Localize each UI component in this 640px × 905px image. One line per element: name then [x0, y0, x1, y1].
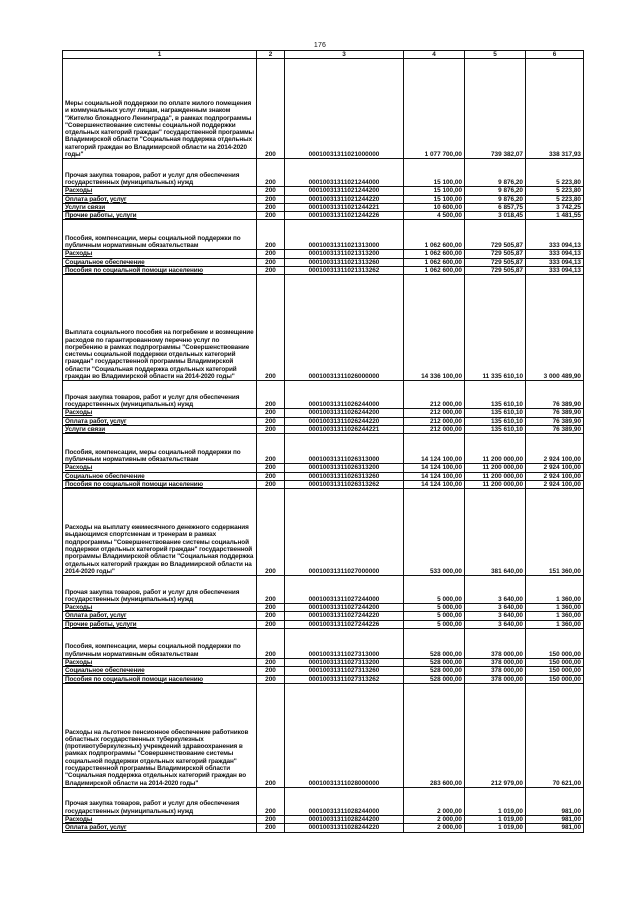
unexecuted-amount: 1 360,00 [526, 620, 584, 628]
budget-classification-code: 00010031311028244000 [285, 787, 404, 815]
table-row [63, 195, 584, 203]
line-code: 200 [257, 250, 285, 258]
line-code: 200 [257, 220, 285, 250]
unexecuted-amount: 981,00 [526, 824, 584, 832]
executed-amount: 135 610,10 [465, 417, 526, 425]
executed-amount: 3 640,00 [465, 612, 526, 620]
line-code: 200 [257, 576, 285, 604]
expense-item-name: Пособия, компенсации, меры социальной поддержки по публичным нормативным обязательствам [63, 220, 257, 250]
expense-item-name: Расходы [63, 464, 257, 472]
budget-classification-code: 00010031311028244200 [285, 815, 404, 823]
approved-amount: 528 000,00 [404, 629, 465, 659]
expense-item-name: Расходы [63, 187, 257, 195]
executed-amount: 6 857,75 [465, 203, 526, 211]
approved-amount: 212 000,00 [404, 417, 465, 425]
column-header: 5 [465, 51, 526, 59]
table-row [63, 683, 584, 787]
line-code: 200 [257, 212, 285, 220]
approved-amount: 5 000,00 [404, 620, 465, 628]
table-row [63, 480, 584, 488]
expense-item-name: Выплата социального пособия на погребение и возмещение расходов по гарантированному перечню услуг по погребению в рамках подпрограммы "Совершенствование системы социальной поддержки отдельных категорий граждан" государственной программы Владимирской области "Социальная поддержка отдельных категорий граждан во Владимирской области на 2014-2020 годы" [63, 275, 257, 381]
budget-classification-code: 00010031311026000000 [285, 275, 404, 381]
table-row [63, 409, 584, 417]
line-code: 200 [257, 203, 285, 211]
approved-amount: 1 062 600,00 [404, 250, 465, 258]
approved-amount: 15 100,00 [404, 187, 465, 195]
budget-classification-code: 00010031311026244000 [285, 381, 404, 409]
expense-item-name: Пособия по социальной помощи населению [63, 480, 257, 488]
executed-amount: 3 640,00 [465, 576, 526, 604]
table-row [63, 425, 584, 433]
expense-item-name: Социальное обеспечение [63, 258, 257, 266]
line-code: 200 [257, 815, 285, 823]
unexecuted-amount: 150 000,00 [526, 659, 584, 667]
line-code: 200 [257, 480, 285, 488]
table-row [63, 604, 584, 612]
line-code: 200 [257, 159, 285, 187]
executed-amount: 3 640,00 [465, 604, 526, 612]
line-code: 200 [257, 620, 285, 628]
budget-classification-code: 00010031311026244200 [285, 409, 404, 417]
table-row [63, 629, 584, 659]
table-row [63, 472, 584, 480]
table-row [63, 787, 584, 815]
approved-amount: 15 100,00 [404, 159, 465, 187]
unexecuted-amount: 333 094,13 [526, 258, 584, 266]
unexecuted-amount: 2 924 100,00 [526, 434, 584, 464]
expense-item-name: Расходы на выплату ежемесячного денежного содержания выдающимся спортсменам и тренерам в рамках подпрограммы "Совершенствование системы социальной поддержки отдельных категорий граждан" государственной программы Владимирской области "Социальная поддержка отдельных категорий граждан во Владимирской области на 2014-2020 годы" [63, 489, 257, 576]
approved-amount: 1 062 600,00 [404, 258, 465, 266]
executed-amount: 9 876,20 [465, 187, 526, 195]
expense-item-name: Прочая закупка товаров, работ и услуг для обеспечения государственных (муниципальных) нужд [63, 159, 257, 187]
line-code: 200 [257, 604, 285, 612]
table-row [63, 187, 584, 195]
budget-classification-code: 00010031311026244220 [285, 417, 404, 425]
approved-amount: 14 124 100,00 [404, 464, 465, 472]
executed-amount: 729 505,87 [465, 250, 526, 258]
budget-classification-code: 00010031311026313200 [285, 464, 404, 472]
expense-item-name: Меры социальной поддержки по оплате жилого помещения и коммунальных услуг лицам, награжденным знаком "Жителю блокадного Ленинграда", в рамках подпрограммы "Совершенствование системы социальной поддержки отдельных категорий граждан" государственной программы Владимирской области "Социальная поддержка отдельных категорий граждан во Владимирской области на 2014-2020 годы" [63, 59, 257, 159]
expense-item-name: Пособия по социальной помощи населению [63, 267, 257, 275]
executed-amount: 11 200 000,00 [465, 472, 526, 480]
approved-amount: 528 000,00 [404, 667, 465, 675]
unexecuted-amount: 981,00 [526, 815, 584, 823]
expense-item-name: Оплата работ, услуг [63, 612, 257, 620]
table-row [63, 275, 584, 381]
budget-classification-code: 00010031311028244220 [285, 824, 404, 832]
table-row [63, 258, 584, 266]
unexecuted-amount: 70 621,00 [526, 683, 584, 787]
expense-item-name: Пособия, компенсации, меры социальной поддержки по публичным нормативным обязательствам [63, 434, 257, 464]
expense-item-name: Расходы [63, 604, 257, 612]
budget-classification-code: 00010031311027244220 [285, 612, 404, 620]
line-code: 200 [257, 258, 285, 266]
unexecuted-amount: 76 389,90 [526, 425, 584, 433]
column-header: 3 [285, 51, 404, 59]
table-row [63, 612, 584, 620]
expense-item-name: Расходы [63, 815, 257, 823]
budget-classification-code: 00010031311027244200 [285, 604, 404, 612]
executed-amount: 729 505,87 [465, 258, 526, 266]
executed-amount: 378 000,00 [465, 675, 526, 683]
budget-classification-code: 00010031311021313262 [285, 267, 404, 275]
unexecuted-amount: 3 000 489,90 [526, 275, 584, 381]
executed-amount: 381 640,00 [465, 489, 526, 576]
unexecuted-amount: 1 360,00 [526, 604, 584, 612]
table-row [63, 675, 584, 683]
line-code: 200 [257, 187, 285, 195]
executed-amount: 11 200 000,00 [465, 480, 526, 488]
approved-amount: 4 500,00 [404, 212, 465, 220]
line-code: 200 [257, 417, 285, 425]
budget-classification-code: 00010031311021244226 [285, 212, 404, 220]
table-row [63, 824, 584, 832]
line-code: 200 [257, 683, 285, 787]
budget-classification-code: 00010031311027313200 [285, 659, 404, 667]
unexecuted-amount: 5 223,80 [526, 187, 584, 195]
expense-item-name: Расходы [63, 250, 257, 258]
expense-item-name: Социальное обеспечение [63, 472, 257, 480]
expense-item-name: Прочие работы, услуги [63, 620, 257, 628]
approved-amount: 528 000,00 [404, 675, 465, 683]
column-header: 2 [257, 51, 285, 59]
budget-classification-code: 00010031311021244221 [285, 203, 404, 211]
budget-classification-code: 00010031311021313000 [285, 220, 404, 250]
unexecuted-amount: 2 924 100,00 [526, 480, 584, 488]
line-code: 200 [257, 667, 285, 675]
approved-amount: 212 000,00 [404, 409, 465, 417]
expense-item-name: Прочая закупка товаров, работ и услуг для обеспечения государственных (муниципальных) нужд [63, 787, 257, 815]
executed-amount: 378 000,00 [465, 659, 526, 667]
unexecuted-amount: 150 000,00 [526, 675, 584, 683]
unexecuted-amount: 76 389,90 [526, 409, 584, 417]
line-code: 200 [257, 434, 285, 464]
approved-amount: 528 000,00 [404, 659, 465, 667]
approved-amount: 1 077 700,00 [404, 59, 465, 159]
executed-amount: 729 505,87 [465, 267, 526, 275]
table-row [63, 815, 584, 823]
column-header: 4 [404, 51, 465, 59]
approved-amount: 5 000,00 [404, 612, 465, 620]
budget-classification-code: 00010031311026313260 [285, 472, 404, 480]
approved-amount: 283 600,00 [404, 683, 465, 787]
budget-classification-code: 00010031311021313200 [285, 250, 404, 258]
table-row [63, 620, 584, 628]
executed-amount: 1 019,00 [465, 824, 526, 832]
executed-amount: 3 640,00 [465, 620, 526, 628]
executed-amount: 212 979,00 [465, 683, 526, 787]
executed-amount: 135 610,10 [465, 425, 526, 433]
expense-item-name: Прочая закупка товаров, работ и услуг для обеспечения государственных (муниципальных) нужд [63, 381, 257, 409]
table-row [63, 576, 584, 604]
approved-amount: 212 000,00 [404, 425, 465, 433]
table-row [63, 250, 584, 258]
executed-amount: 9 876,20 [465, 195, 526, 203]
executed-amount: 11 335 610,10 [465, 275, 526, 381]
expense-item-name: Расходы на льготное пенсионное обеспечение работников областных государственных туберкулезных (противотуберкулезных) учреждений здравоохранения в рамках подпрограммы "Совершенствование системы социальной поддержки отдельных категорий граждан" государственной программы Владимирской области "Социальная поддержка отдельных категорий граждан во Владимирской области на 2014-2020 годы" [63, 683, 257, 787]
expense-item-name: Оплата работ, услуг [63, 195, 257, 203]
expense-item-name: Социальное обеспечение [63, 667, 257, 675]
expense-item-name: Расходы [63, 409, 257, 417]
approved-amount: 1 062 600,00 [404, 267, 465, 275]
budget-classification-code: 00010031311027313000 [285, 629, 404, 659]
table-row [63, 220, 584, 250]
unexecuted-amount: 151 360,00 [526, 489, 584, 576]
column-header: 6 [526, 51, 584, 59]
unexecuted-amount: 150 000,00 [526, 667, 584, 675]
expense-item-name: Расходы [63, 659, 257, 667]
approved-amount: 14 124 100,00 [404, 434, 465, 464]
table-row [63, 667, 584, 675]
approved-amount: 2 000,00 [404, 824, 465, 832]
executed-amount: 1 019,00 [465, 787, 526, 815]
executed-amount: 9 876,20 [465, 159, 526, 187]
expense-item-name: Прочие работы, услуги [63, 212, 257, 220]
unexecuted-amount: 2 924 100,00 [526, 472, 584, 480]
line-code: 200 [257, 629, 285, 659]
line-code: 200 [257, 659, 285, 667]
expense-item-name: Прочая закупка товаров, работ и услуг для обеспечения государственных (муниципальных) нужд [63, 576, 257, 604]
approved-amount: 2 000,00 [404, 815, 465, 823]
table-row [63, 267, 584, 275]
line-code: 200 [257, 489, 285, 576]
executed-amount: 11 200 000,00 [465, 464, 526, 472]
approved-amount: 14 336 100,00 [404, 275, 465, 381]
expense-item-name: Услуги связи [63, 203, 257, 211]
line-code: 200 [257, 195, 285, 203]
executed-amount: 3 018,45 [465, 212, 526, 220]
budget-classification-code: 00010031311026244221 [285, 425, 404, 433]
line-code: 200 [257, 787, 285, 815]
executed-amount: 1 019,00 [465, 815, 526, 823]
expense-item-name: Оплата работ, услуг [63, 417, 257, 425]
budget-classification-code: 00010031311026313262 [285, 480, 404, 488]
budget-classification-code: 00010031311027244226 [285, 620, 404, 628]
column-header: 1 [63, 51, 257, 59]
unexecuted-amount: 76 389,90 [526, 417, 584, 425]
line-code: 200 [257, 612, 285, 620]
unexecuted-amount: 333 094,13 [526, 267, 584, 275]
executed-amount: 135 610,10 [465, 409, 526, 417]
expense-item-name: Услуги связи [63, 425, 257, 433]
budget-classification-code: 00010031311027313260 [285, 667, 404, 675]
expense-item-name: Пособия, компенсации, меры социальной поддержки по публичным нормативным обязательствам [63, 629, 257, 659]
line-code: 200 [257, 267, 285, 275]
approved-amount: 14 124 100,00 [404, 480, 465, 488]
table-row [63, 659, 584, 667]
budget-classification-code: 00010031311026313000 [285, 434, 404, 464]
approved-amount: 533 000,00 [404, 489, 465, 576]
line-code: 200 [257, 409, 285, 417]
unexecuted-amount: 1 360,00 [526, 576, 584, 604]
table-row [63, 434, 584, 464]
approved-amount: 1 062 600,00 [404, 220, 465, 250]
line-code: 200 [257, 824, 285, 832]
table-row [63, 381, 584, 409]
executed-amount: 739 382,07 [465, 59, 526, 159]
unexecuted-amount: 5 223,80 [526, 195, 584, 203]
budget-classification-code: 00010031311021244220 [285, 195, 404, 203]
approved-amount: 212 000,00 [404, 381, 465, 409]
line-code: 200 [257, 381, 285, 409]
budget-classification-code: 00010031311027000000 [285, 489, 404, 576]
line-code: 200 [257, 425, 285, 433]
unexecuted-amount: 1 360,00 [526, 612, 584, 620]
budget-classification-code: 00010031311021000000 [285, 59, 404, 159]
budget-classification-code: 00010031311021244000 [285, 159, 404, 187]
executed-amount: 135 610,10 [465, 381, 526, 409]
unexecuted-amount: 76 389,90 [526, 381, 584, 409]
approved-amount: 14 124 100,00 [404, 472, 465, 480]
unexecuted-amount: 150 000,00 [526, 629, 584, 659]
unexecuted-amount: 333 094,13 [526, 250, 584, 258]
table-row [63, 464, 584, 472]
unexecuted-amount: 2 924 100,00 [526, 464, 584, 472]
line-code: 200 [257, 464, 285, 472]
executed-amount: 378 000,00 [465, 629, 526, 659]
approved-amount: 2 000,00 [404, 787, 465, 815]
table-row [63, 212, 584, 220]
table-row [63, 59, 584, 159]
budget-classification-code: 00010031311021313260 [285, 258, 404, 266]
line-code: 200 [257, 472, 285, 480]
table-row [63, 203, 584, 211]
unexecuted-amount: 981,00 [526, 787, 584, 815]
page-number: 176 [313, 42, 327, 49]
budget-classification-code: 00010031311028000000 [285, 683, 404, 787]
unexecuted-amount: 333 094,13 [526, 220, 584, 250]
budget-classification-code: 00010031311021244200 [285, 187, 404, 195]
line-code: 200 [257, 59, 285, 159]
unexecuted-amount: 338 317,93 [526, 59, 584, 159]
unexecuted-amount: 5 223,80 [526, 159, 584, 187]
executed-amount: 11 200 000,00 [465, 434, 526, 464]
table-row [63, 417, 584, 425]
budget-classification-code: 00010031311027244000 [285, 576, 404, 604]
budget-execution-table [62, 50, 584, 833]
budget-classification-code: 00010031311027313262 [285, 675, 404, 683]
approved-amount: 15 100,00 [404, 195, 465, 203]
approved-amount: 5 000,00 [404, 604, 465, 612]
column-number-header-row [63, 51, 584, 59]
line-code: 200 [257, 275, 285, 381]
approved-amount: 5 000,00 [404, 576, 465, 604]
unexecuted-amount: 1 481,55 [526, 212, 584, 220]
expense-item-name: Пособия по социальной помощи населению [63, 675, 257, 683]
executed-amount: 378 000,00 [465, 667, 526, 675]
approved-amount: 10 600,00 [404, 203, 465, 211]
executed-amount: 729 505,87 [465, 220, 526, 250]
unexecuted-amount: 3 742,25 [526, 203, 584, 211]
table-row [63, 489, 584, 576]
line-code: 200 [257, 675, 285, 683]
table-row [63, 159, 584, 187]
expense-item-name: Оплата работ, услуг [63, 824, 257, 832]
